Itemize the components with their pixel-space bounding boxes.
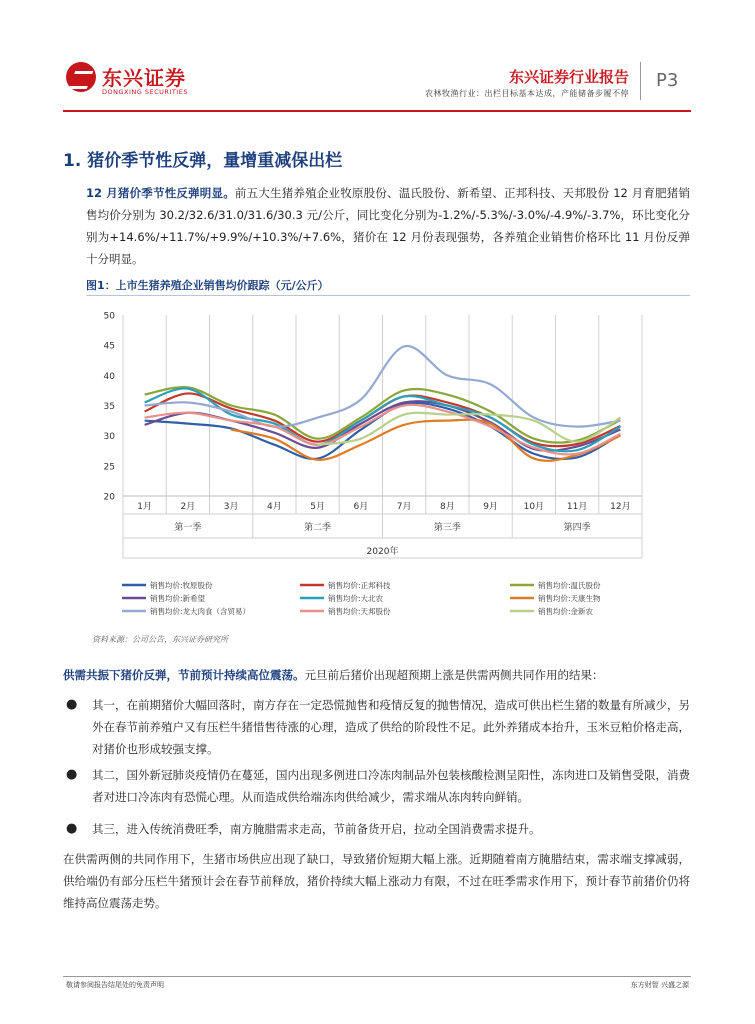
header-divider [640, 62, 641, 100]
bullet-item: 其一，在前期猪价大幅回落时，南方存在一定恐慌抛售和疫情反复的抛售情况，造成可供出栏生猪的数量有所减少，另外在春节前养殖户又有压栏牛猪惜售待涨的心理，造成了供给的阶段性不足。此外养猪成本抬升，玉米豆粕价格走高，对猪价也形成较强支撑。 [92, 698, 690, 756]
footer-disclaimer: 敬请参阅报告结尾处的免责声明 [66, 981, 164, 989]
figure-source: 资料来源：公司公告，东兴证券研究所 [92, 635, 228, 644]
logo-text-en: DONGXING SECURITIES [102, 88, 188, 96]
x-tick-label: 3月 [223, 502, 239, 512]
company-logo-icon [66, 62, 96, 92]
year-label: 2020年 [366, 547, 399, 557]
x-tick-label: 5月 [310, 502, 325, 512]
y-tick-label: 25 [103, 462, 115, 473]
paragraph-supply-demand [63, 664, 690, 686]
x-tick-label: 10月 [523, 502, 545, 512]
figure-title: 图1：上市生猪养殖企业销售均价跟踪（元/公斤） [86, 279, 329, 292]
x-tick-label: 6月 [353, 502, 369, 512]
x-tick-label: 8月 [440, 502, 455, 512]
footer-slogan: 东方财智 兴盛之源 [630, 981, 689, 989]
bullet-item: 其二，国外新冠肺炎疫情仍在蔓延，国内出现多例进口冷冻肉制品外包装核酸检测呈阳性，冻肉进口及销售受限，消费者对进口冷冻肉有恐慌心理。从而造成供给端冻肉供给减少，需求端从冻肉转向鲜销。 [92, 768, 690, 804]
logo-text-cn: 东兴证券 [102, 66, 186, 90]
footer-rule [63, 976, 691, 977]
y-tick-label: 20 [103, 492, 115, 503]
page-number: P3 [656, 70, 679, 91]
paragraph-lead: 12 月猪价季节性反弹明显。 [86, 186, 235, 200]
y-tick-label: 45 [103, 341, 115, 352]
paragraph-conclusion: 在供需两侧的共同作用下，生猪市场供应出现了缺口，导致猪价短期大幅上涨。近期随着南方腌腊结束，需求端支撑减弱，供给端仍有部分压栏牛猪预计会在春节前释放，猪价持续大幅上涨动力有限，不过在旺季需求作用下，预计春节前猪价仍将维持高位震荡走势。 [63, 852, 690, 910]
legend-label: 销售均价:牧原股份 [150, 581, 213, 590]
x-tick-label: 4月 [267, 502, 282, 512]
price-chart [86, 300, 690, 630]
paragraph-text: 元旦前后猪价出现超预期上涨是供需两侧共同作用的结果： [304, 668, 604, 682]
quarter-label: 第四季 [563, 523, 591, 533]
legend-label: 销售均价:天康生物 [538, 594, 601, 603]
legend-label: 销售均价:新希望 [150, 594, 206, 603]
bullet-item: 其三，进入传统消费旺季，南方腌腊需求走高，节前备货开启，拉动全国消费需求提升。 [92, 822, 541, 836]
report-subtitle: 农林牧渔行业：出栏目标基本达成，产能储备步履不停 [425, 89, 629, 98]
legend-label: 销售均价:天邦股份 [328, 607, 391, 616]
section-heading: 1. 猪价季节性反弹，量增重减保出栏 [63, 151, 343, 171]
legend-label: 销售均价:龙大肉食（含贸易） [150, 607, 251, 616]
paragraph-lead: 供需共振下猪价反弹，节前预计持续高位震荡。 [63, 668, 305, 682]
legend-label: 销售均价:金新农 [538, 607, 594, 616]
report-title: 东兴证券行业报告 [508, 68, 629, 86]
x-tick-label: 7月 [396, 502, 412, 512]
bullet-icon: ● [66, 697, 78, 712]
quarter-label: 第三季 [433, 523, 461, 533]
x-tick-label: 2月 [180, 502, 196, 512]
header-rule [63, 110, 691, 112]
y-tick-label: 35 [103, 402, 115, 412]
quarter-label: 第一季 [174, 523, 202, 533]
legend-label: 销售均价:温氏股份 [538, 581, 601, 590]
x-tick-label: 9月 [483, 502, 498, 512]
paragraph-text: 前五大生猪养殖企业牧原股份、温氏股份、新希望、正邦科技、天邦股份 12 月育肥猪销售均价分别为 30.2/32.6/31.0/31.6/30.3 元/公斤，同比变化分别为-1.2%/-5.3%/-3.0%/-4.9%/-3.7%，环比变化分别为+14.6%/+11.7%/+9.9%/+10.3%/+7.6%，猪价在 12 月份表现强势，各养殖企业销售价格环比 11 月份反弹十分明显。 [86, 186, 690, 266]
paragraph-december-prices [86, 182, 690, 270]
bullet-icon: ● [66, 821, 78, 836]
x-tick-label: 11月 [566, 502, 588, 512]
y-tick-label: 50 [103, 311, 115, 322]
y-tick-label: 40 [103, 371, 115, 382]
legend-label: 销售均价:大北农 [328, 594, 384, 603]
legend-label: 销售均价:正邦科技 [328, 581, 391, 590]
quarter-label: 第二季 [304, 523, 332, 533]
x-tick-label: 12月 [610, 502, 631, 512]
y-tick-label: 30 [103, 432, 115, 443]
bullet-icon: ● [66, 767, 78, 782]
figure-title-rule [86, 295, 690, 296]
x-tick-label: 1月 [137, 502, 152, 512]
